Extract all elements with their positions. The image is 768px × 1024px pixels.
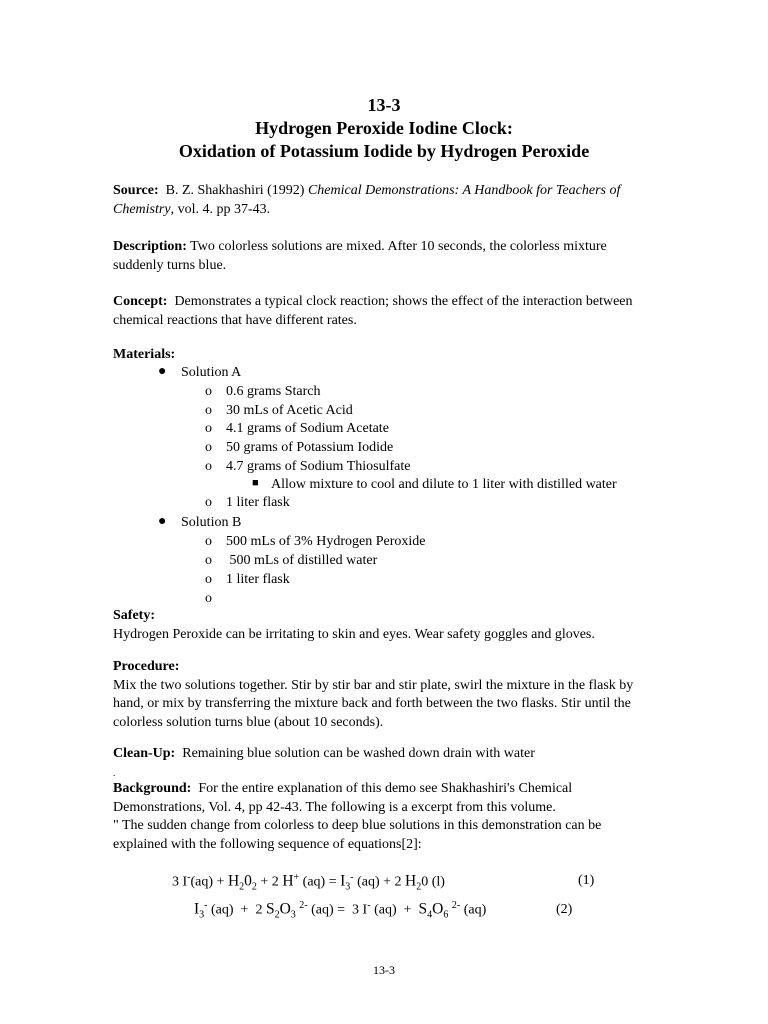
safety-paragraph xyxy=(113,607,653,644)
description-text: Two colorless solutions are mixed. After 10 seconds, the colorless mixture suddenly turns blue. xyxy=(113,239,607,273)
background-text: For the entire explanation of this demo see Shakhashiri's Chemical Demonstrations, Vol. 4, pp 42-43. The following is a excerpt from this volume. xyxy=(113,781,573,815)
stray-period: . xyxy=(113,767,116,778)
list-item: 0.6 grams Starch xyxy=(226,384,321,399)
procedure-label: Procedure: xyxy=(113,659,180,674)
background-quote: " The sudden change from colorless to deep blue solutions in this demonstration can be explained with the following sequence of equations[2]: xyxy=(113,818,602,852)
source-tail: , vol. 4. pp 37-43. xyxy=(170,201,271,217)
bullet-o: o xyxy=(205,534,212,549)
description-label: Description: xyxy=(113,239,187,254)
concept-label: Concept: xyxy=(113,294,168,309)
source-author: B. Z. Shakhashiri (1992) xyxy=(165,183,305,198)
safety-label: Safety: xyxy=(113,608,155,623)
list-item: 4.7 grams of Sodium Thiosulfate xyxy=(226,459,411,474)
bullet-o: o xyxy=(205,384,212,399)
source-label: Source: xyxy=(113,183,159,198)
title-line-2: Oxidation of Potassium Iodide by Hydrogen Peroxide xyxy=(178,141,590,161)
equation-2-number: (2) xyxy=(556,902,573,917)
bullet-o: o xyxy=(205,572,212,587)
cleanup-text: Remaining blue solution can be washed down drain with water xyxy=(182,746,535,761)
cleanup-paragraph xyxy=(113,745,653,782)
procedure-paragraph xyxy=(113,658,653,732)
list-item: 4.1 grams of Sodium Acetate xyxy=(226,421,389,436)
materials-heading: Materials: xyxy=(113,347,176,362)
source-paragraph xyxy=(113,182,653,219)
background-paragraph xyxy=(113,780,653,854)
section-number: 13-3 xyxy=(367,95,401,115)
page-number: 13-3 xyxy=(373,963,395,977)
solution-a-label: Solution A xyxy=(181,365,242,380)
concept-paragraph xyxy=(113,293,653,330)
bullet-o: o xyxy=(205,553,212,568)
equation-1: 3 $I^-(aq) + H_20_2 + 2$ H+ $(aq) = I_3^-$ (aq) + 2 $H_20$ (l) xyxy=(172,872,445,893)
source-book: Chemical Demonstrations: A Handbook for Teachers of Chemistry xyxy=(113,183,621,217)
list-subitem: Allow mixture to cool and dilute to 1 liter with distilled water xyxy=(271,477,617,492)
bullet-square: ■ xyxy=(252,477,259,489)
bullet-o: o xyxy=(205,421,212,436)
equation-1-number: (1) xyxy=(578,873,595,888)
bullet-o: o xyxy=(205,591,212,606)
solution-b-label: Solution B xyxy=(181,515,242,530)
list-item: 500 mLs of 3% Hydrogen Peroxide xyxy=(226,534,426,549)
background-label: Background: xyxy=(113,781,192,796)
description-paragraph xyxy=(113,238,653,275)
bullet-o: o xyxy=(205,440,212,455)
bullet-o: o xyxy=(205,459,212,474)
title-line-1: Hydrogen Peroxide Iodine Clock: xyxy=(255,118,513,138)
list-item: 1 liter flask xyxy=(226,495,290,510)
bullet-o: o xyxy=(205,403,212,418)
bullet-dot: ● xyxy=(158,514,167,529)
materials-label xyxy=(113,346,653,365)
safety-text: Hydrogen Peroxide can be irritating to skin and eyes. Wear safety goggles and gloves. xyxy=(113,626,595,642)
cleanup-label: Clean-Up: xyxy=(113,746,176,761)
list-item: 1 liter flask xyxy=(226,572,290,587)
concept-text: Demonstrates a typical clock reaction; shows the effect of the interaction between chemical reactions that have different rates. xyxy=(113,294,633,328)
procedure-text: Mix the two solutions together. Stir by stir bar and stir plate, swirl the mixture in the flask by hand, or mix by transferring the mixture back and forth between the two flasks. Stir until the colorless solution turns blue (about 10 seconds). xyxy=(113,677,634,730)
list-item: 50 grams of Potassium Iodide xyxy=(226,440,394,455)
bullet-o: o xyxy=(205,495,212,510)
list-item: 30 mLs of Acetic Acid xyxy=(226,403,353,418)
bullet-dot: ● xyxy=(158,364,167,379)
list-item: 500 mLs of distilled water xyxy=(226,553,378,568)
equation-2: $I_3^-$ (aq) + 2 $S_2O_3$ $^{2-}$ (aq) = 3 I- $(aq) + S_4O_6$ $^{2-}$ (aq) xyxy=(194,900,487,921)
document-header xyxy=(0,94,768,163)
